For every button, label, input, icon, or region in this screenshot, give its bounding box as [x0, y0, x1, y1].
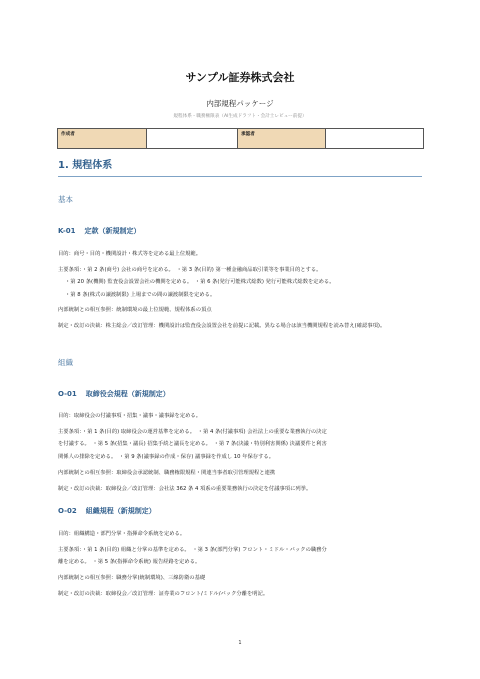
rule-clause: 主要条項：・第 1 条(目的) 取締役会の運営基準を定める。 ・第 4 条(付議事項) 会社法上の重要な業務執行の決定 [58, 429, 327, 435]
rule-clause: 関係人の排除を定める。 ・第 9 条(議事録の作成・保存) 議事録を作成し 10 年保存する。 [58, 454, 274, 460]
rule-clause: ・第 20 条(機関) 監査役会設置会社の機関を定める。 ・第 6 条(発行可能株式総数) 発行可能株式総数を定める。 [65, 279, 335, 285]
rule-clause: 主要条項：・第 2 条(商号) 会社の商号を定める。 ・第 3 条(目的) 第一種金融商品取引業等を事業目的とする。 [58, 267, 322, 273]
rule-clause: 主要条項：・第 1 条(目的) 組織と分掌の基準を定める。 ・第 3 条(部門分掌) フロント・ミドル・バックの職務分 [58, 547, 327, 553]
rule-revision: 制定・改訂の決裁：取締役会／改訂管理：証券業のフロント/ミドル/バック分離を明記。 [58, 591, 269, 597]
approver-field[interactable] [326, 129, 424, 149]
rule-relation: 内部統制との相互参照：職務分掌(統制環境)、三線防衛の基礎 [58, 575, 206, 581]
rule-title: 定款（新規制定） [84, 227, 141, 235]
rule-heading-o01 [58, 389, 170, 399]
rule-clause: ・第 8 条(株式の譲渡制限) 上場までの間の譲渡制限を定める。 [65, 292, 216, 298]
rule-purpose: 目的：取締役会の付議事項・招集・議事・議事録を定める。 [58, 413, 202, 419]
page-number: 1 [238, 640, 242, 646]
signature-table [57, 128, 424, 149]
rule-purpose: 目的：商号・目的・機関設計・株式等を定める最上位規範。 [58, 251, 202, 257]
company-title: サンプル証券株式会社 [185, 71, 295, 84]
rule-heading-k01 [58, 226, 140, 236]
creator-field[interactable] [147, 129, 238, 149]
rule-code: O-02 [58, 507, 77, 515]
group-heading-organization: 組織 [58, 358, 73, 367]
creator-label: 作成者 [58, 129, 147, 149]
document-note: 規程体系・職務権限表（AI生成ドラフト・会計士レビュー前提） [173, 114, 307, 119]
rule-revision: 制定・改訂の決裁：取締役会／改訂管理：会社法 362 条 4 項系の重要業務執行の決定を付議事項に列挙。 [58, 486, 312, 492]
group-heading-basic: 基本 [58, 195, 73, 204]
package-title: 内部規程パッケージ [206, 99, 274, 108]
rule-title: 組織規程（新規制定） [85, 507, 156, 515]
rule-revision: 制定・改訂の決裁：株主総会／改訂管理：機関設計は監査役会設置会社を前提に記載。異なる場合は該当機関規程を読み替え(確認事項)。 [58, 323, 386, 329]
section-divider [58, 176, 422, 177]
rule-heading-o02 [58, 506, 156, 516]
rule-code: K-01 [58, 227, 76, 235]
section-heading: 1. 規程体系 [58, 160, 113, 171]
rule-clause: 離を定める。 ・第 5 条(指揮命令系統) 報告経路を定める。 [58, 559, 201, 565]
rule-code: O-01 [58, 390, 77, 398]
approver-label: 承認者 [238, 129, 326, 149]
rule-relation: 内部統制との相互参照：取締役会承認統制、職務権限規程・関連当事者取引管理規程と連携 [58, 470, 276, 476]
rule-clause: を付議する。 ・第 5 条(招集・議長) 招集手続と議長を定める。 ・第 7 条(決議・特別利害関係) 決議要件と利害 [58, 441, 327, 447]
rule-title: 取締役会規程（新規制定） [85, 390, 170, 398]
rule-purpose: 目的：組織構造・部門分掌・指揮命令系統を定める。 [58, 531, 186, 537]
rule-relation: 内部統制との相互参照：統制環境の最上位規範、規程体系の頂点 [58, 307, 212, 313]
